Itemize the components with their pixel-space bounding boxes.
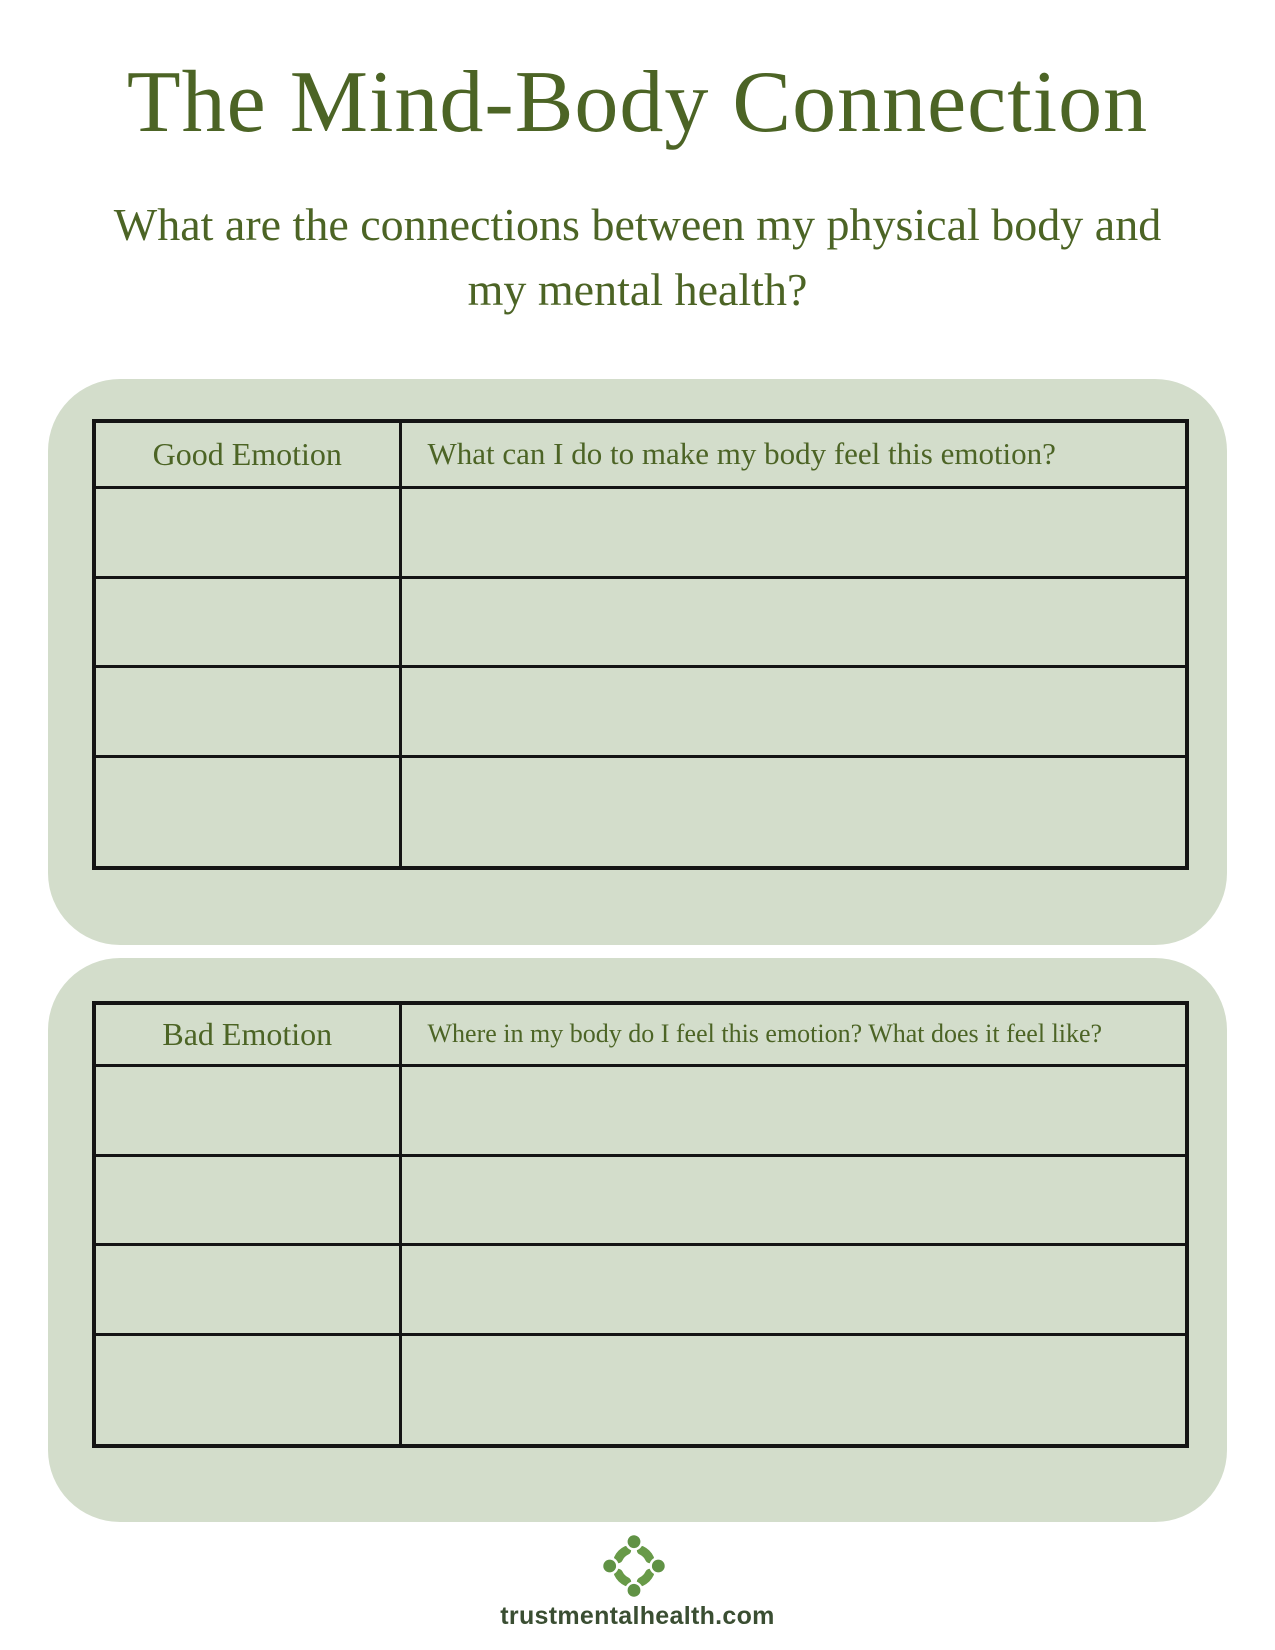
good-emotion-column-header: Good Emotion	[94, 421, 400, 487]
empty-emotion-cell	[94, 487, 400, 577]
good-emotion-card	[48, 379, 1227, 945]
table-row	[94, 756, 1187, 868]
empty-answer-cell	[400, 577, 1187, 666]
empty-emotion-cell	[94, 1244, 400, 1334]
table-row	[94, 577, 1187, 666]
empty-answer-cell	[400, 756, 1187, 868]
good-emotion-header-row	[94, 421, 1187, 487]
empty-answer-cell	[400, 1244, 1187, 1334]
page-title: The Mind-Body Connection	[126, 54, 1149, 151]
empty-answer-cell	[400, 1334, 1187, 1446]
bad-emotion-table	[92, 1001, 1189, 1448]
table-row	[94, 666, 1187, 756]
good-emotion-question-header: What can I do to make my body feel this emotion?	[400, 421, 1187, 487]
bad-emotion-column-header: Bad Emotion	[94, 1003, 400, 1065]
empty-emotion-cell	[94, 577, 400, 666]
empty-emotion-cell	[94, 666, 400, 756]
bad-emotion-header-row	[94, 1003, 1187, 1065]
website-url: trustmentalhealth.com	[500, 1602, 775, 1630]
empty-emotion-cell	[94, 1065, 400, 1155]
good-emotion-table	[92, 419, 1189, 870]
bad-emotion-question-header: Where in my body do I feel this emotion? What does it feel like?	[400, 1003, 1187, 1065]
empty-emotion-cell	[94, 1155, 400, 1244]
empty-answer-cell	[400, 666, 1187, 756]
empty-answer-cell	[400, 1065, 1187, 1155]
empty-emotion-cell	[94, 1334, 400, 1446]
empty-answer-cell	[400, 487, 1187, 577]
table-row	[94, 1155, 1187, 1244]
page-subtitle: What are the connections between my physical body and my mental health?	[113, 199, 1162, 316]
table-row	[94, 1334, 1187, 1446]
table-row	[94, 1065, 1187, 1155]
people-circle-icon	[602, 1534, 666, 1598]
table-row	[94, 1244, 1187, 1334]
empty-answer-cell	[400, 1155, 1187, 1244]
table-row	[94, 487, 1187, 577]
bad-emotion-card	[48, 958, 1227, 1522]
empty-emotion-cell	[94, 756, 400, 868]
